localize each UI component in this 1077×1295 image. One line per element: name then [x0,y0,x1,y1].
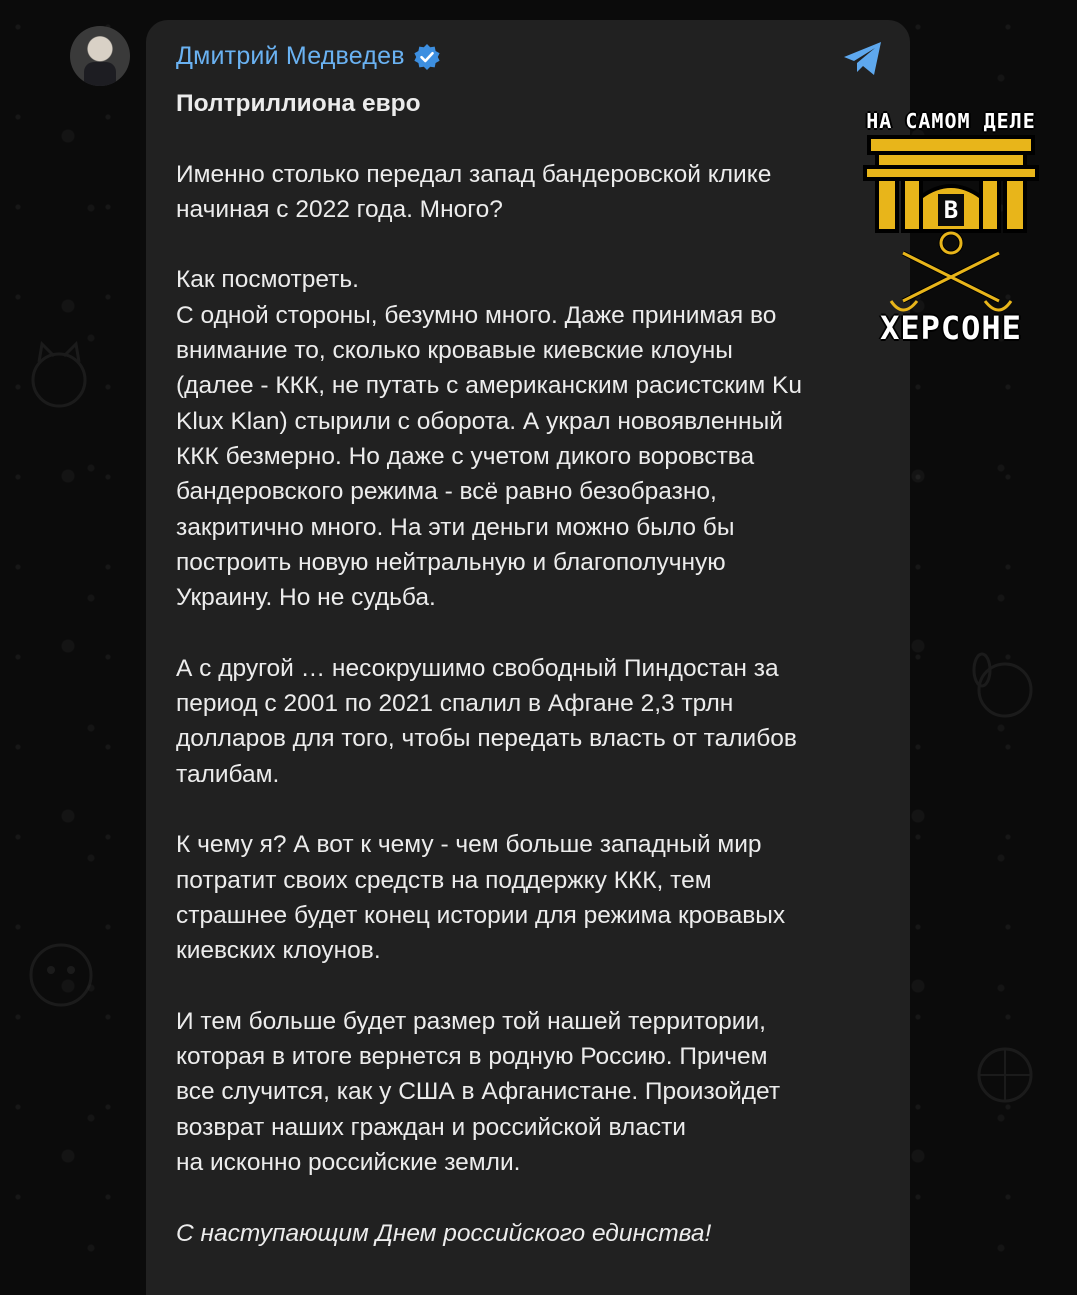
author-name[interactable]: Дмитрий Медведев [176,42,405,70]
post-line: Именно столько передал запад бандеровской клике [176,160,772,188]
post-paragraph [176,827,876,968]
post-line: И тем больше будет размер той нашей территории, [176,1007,766,1035]
post-line: внимание то, сколько кровавые киевские клоуны [176,337,733,365]
watermark-letter: В [943,196,959,224]
watermark-top-text: НА САМОМ ДЕЛЕ [866,109,1036,133]
post-line: закритично много. На эти деньги можно было бы [176,513,735,541]
post-line: возврат наших граждан и российской власти [176,1113,686,1141]
message-header [176,42,441,71]
post-text [176,86,876,1251]
post-line: (далее - ККК, не путать с американским расистским Ku [176,372,802,400]
post-line: киевских клоунов. [176,937,381,965]
post-line: К чему я? А вот к чему - чем больше западный мир [176,831,762,859]
post-closing: С наступающим Днем российского единства! [176,1219,712,1247]
post-line: талибам. [176,760,280,788]
post-line: период с 2001 по 2021 спалил в Афгане 2,3 трлн [176,690,734,718]
post-line: С одной стороны, безумно много. Даже принимая во [176,301,777,329]
post-line: все случится, как у США в Афганистане. Произойдет [176,1078,781,1106]
message-bubble [146,20,910,1295]
post-line: бандеровского режима - всё равно безобразно, [176,478,717,506]
post-line: ККК безмерно. Но даже с учетом дикого воровства [176,442,755,470]
doodle-dog-icon [960,640,1050,730]
telegram-icon[interactable] [842,40,884,78]
verified-badge-icon [413,43,441,71]
post-line: начиная с 2022 года. Много? [176,195,503,223]
post-line: долларов для того, чтобы передать власть от талибов [176,725,797,753]
post-line: Как посмотреть. [176,266,359,294]
post-line: которая в итоге вернется в родную Россию. Причем [176,1043,768,1071]
post-paragraph [176,651,876,792]
post-line: потратит своих средств на поддержку ККК, тем [176,866,712,894]
post-line: на исконно российские земли. [176,1148,521,1176]
post-paragraph [176,1004,876,1180]
post-line: Klux Klan) стырили с оборота. А украл новоявленный [176,407,783,435]
post-paragraphs [176,157,876,1216]
doodle-ball-icon [960,1030,1050,1120]
avatar[interactable] [70,26,130,86]
watermark-logo [851,105,1051,355]
post-line: построить новую нейтральную и благополучную [176,548,726,576]
post-line: Украину. Но не судьба. [176,584,436,612]
post-line: А с другой … несокрушимо свободный Пиндостан за [176,654,779,682]
doodle-face-icon [16,930,106,1020]
post-paragraph [176,157,876,228]
doodle-cat-icon [14,330,104,420]
post-paragraph [176,262,876,615]
post-line: страшнее будет конец истории для режима кровавых [176,901,786,929]
watermark-bottom-text: ХЕРСОНЕ [880,309,1022,347]
post-title: Полтриллиона евро [176,90,421,117]
